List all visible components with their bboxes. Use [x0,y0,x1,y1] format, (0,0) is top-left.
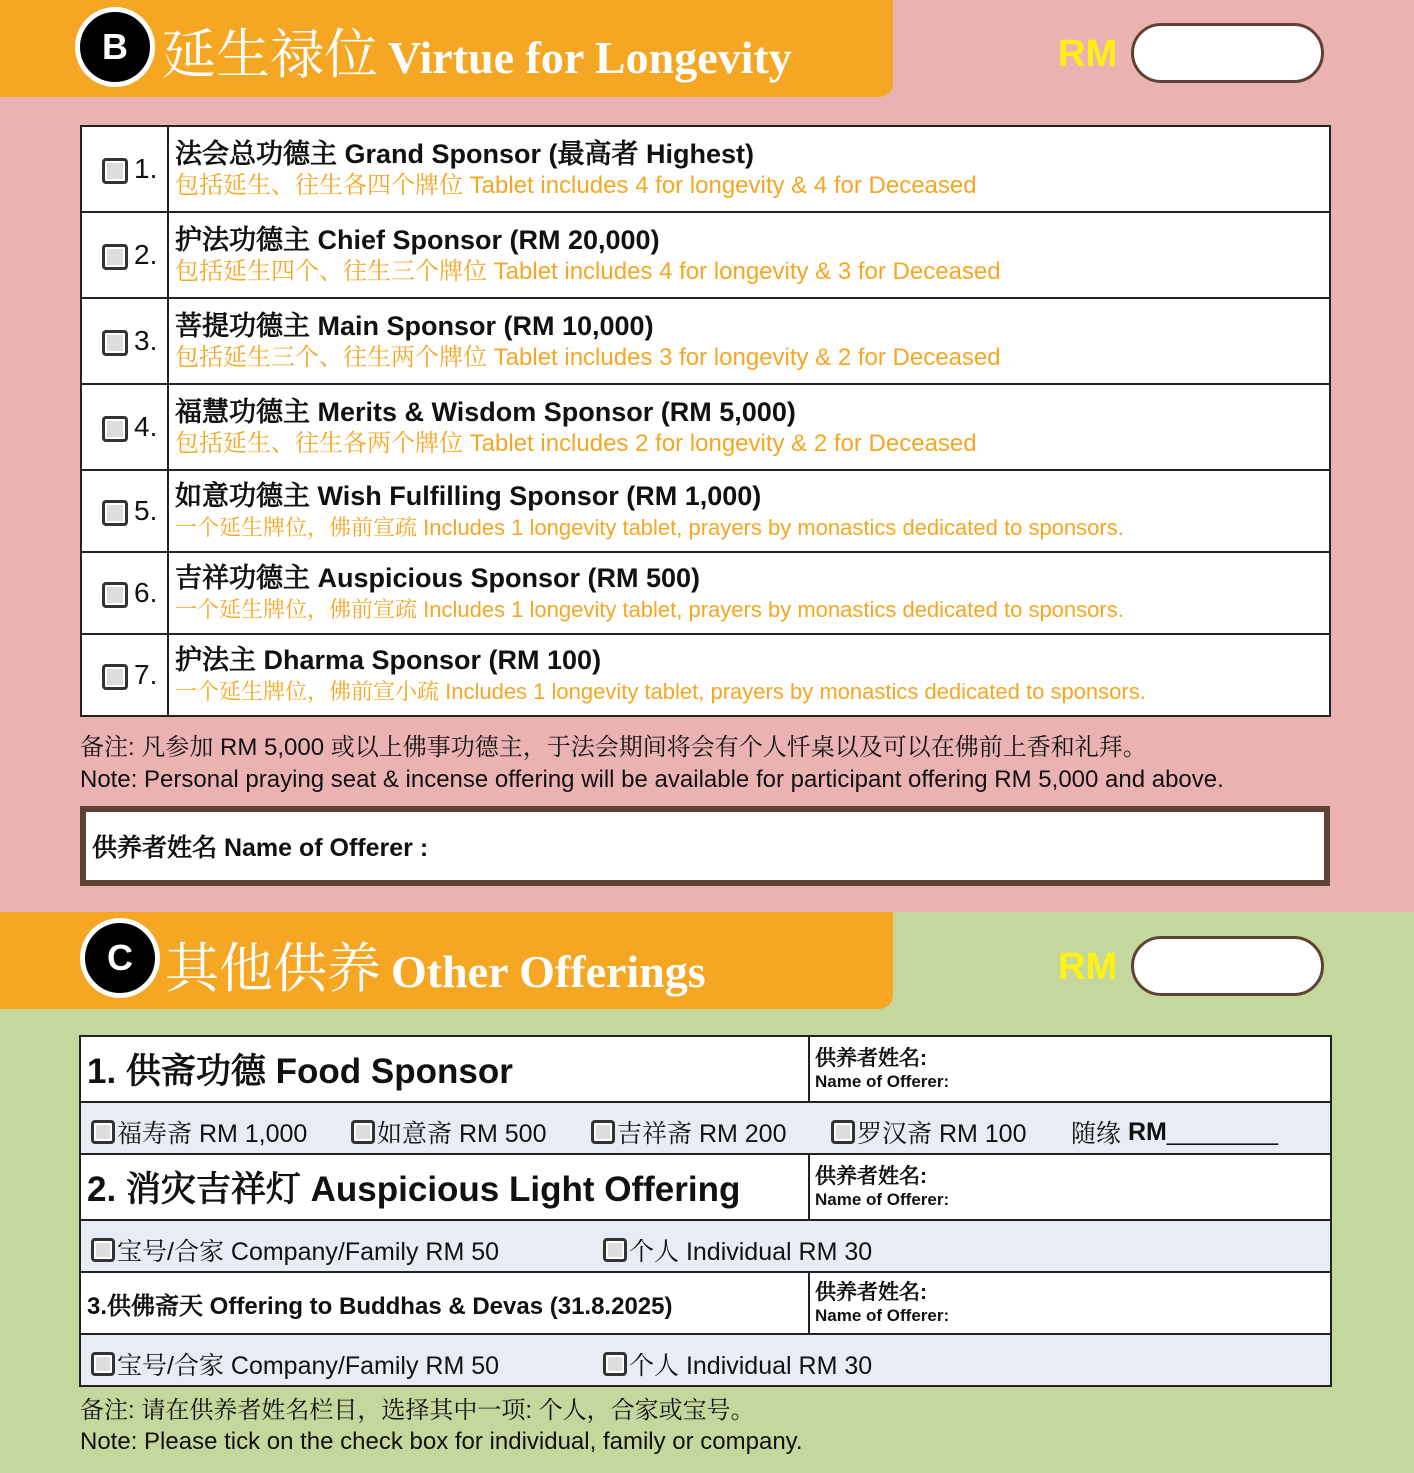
sponsor-number: 3. [134,325,158,356]
light-offering-title: 2. 消灾吉祥灯 Auspicious Light Offering [87,1170,741,1209]
offerer-label-en: Name of Offerer: [815,1306,950,1325]
sponsor-title: 福慧功德主 Merits & Wisdom Sponsor (RM 5,000) [175,396,796,427]
sponsor-number: 1. [134,153,158,184]
food-option-label: 如意斋 RM 500 [377,1120,547,1148]
light-offering-row [80,1154,1331,1220]
sponsor-option-row [81,470,1330,552]
devas-options-row [80,1334,1331,1386]
section-b-note-cn: 备注: 凡参加 RM 5,000 或以上佛事功德主，于法会期间将会有个人忏桌以及可以在佛前上香和礼拜。 [80,734,1147,761]
section-c-note-en: Note: Please tick on the check box for individual, family or company. [80,1428,803,1455]
section-b-note-en: Note: Personal praying seat & incense offering will be available for participant offering RM 5,000 and above. [80,766,1224,793]
sponsor-number: 4. [134,411,158,442]
section-c-title-cn: 其他供养 [165,937,381,1000]
offerer-label-en: Name of Offerer: [815,1072,950,1091]
sponsor-description: 包括延生三个、往生两个牌位 Tablet includes 3 for longevity & 2 for Deceased [175,343,1001,371]
sponsor-checkbox-1[interactable] [102,158,128,184]
sponsor-description: 包括延生四个、往生三个牌位 Tablet includes 4 for longevity & 3 for Deceased [175,257,1001,285]
section-b-rm-label: RM [1058,33,1118,75]
sponsor-checkbox-4[interactable] [102,416,128,442]
sponsor-title: 如意功德主 Wish Fulfilling Sponsor (RM 1,000) [175,480,762,511]
sponsor-checkbox-7[interactable] [102,664,128,690]
light-options-row [80,1220,1331,1272]
sponsor-description: 包括延生、往生各四个牌位 Tablet includes 4 for longevity & 4 for Deceased [175,171,977,199]
devas-offerer-name-field[interactable] [809,1272,1331,1334]
food-option-label: 吉祥斋 RM 200 [617,1120,787,1148]
food-sponsor-row [80,1036,1331,1102]
sponsor-checkbox-2[interactable] [102,244,128,270]
food-option-label: 罗汉斋 RM 100 [857,1120,1027,1148]
section-c-title [165,926,706,1003]
sponsor-option-row [81,552,1330,634]
section-b-rm-amount-field[interactable] [1131,23,1324,83]
food-option-label: 福寿斋 RM 1,000 [117,1120,308,1148]
light-individual-label: 个人 Individual RM 30 [629,1238,873,1266]
sponsor-option-row [81,212,1330,298]
sponsor-number: 5. [134,495,158,526]
sponsor-option-row [81,126,1330,212]
sponsor-title: 菩提功德主 Main Sponsor (RM 10,000) [175,310,654,341]
sponsor-title: 护法主 Dharma Sponsor (RM 100) [175,644,602,675]
food-option-checkbox[interactable] [351,1120,375,1144]
sponsor-option-row [81,634,1330,716]
section-b-banner [0,0,893,97]
section-c-rm-label: RM [1058,946,1118,988]
light-individual-checkbox[interactable] [603,1238,627,1262]
offerer-name-label: 供养者姓名 Name of Offerer : [92,834,429,862]
light-family-checkbox[interactable] [91,1238,115,1262]
section-b-badge: B [75,7,155,87]
section-b-title-en: Virtue for Longevity [388,32,792,83]
free-will-rm: RM [1127,1117,1167,1146]
sponsor-description: 一个延生牌位，佛前宣小疏 Includes 1 longevity tablet, prayers by monastics dedicated to sponsors. [175,678,1146,704]
offerer-name-field[interactable] [80,806,1330,886]
sponsor-number: 7. [134,659,158,690]
sponsor-title: 护法功德主 Chief Sponsor (RM 20,000) [175,224,660,255]
food-sponsor-title: 1. 供斋功德 Food Sponsor [87,1052,513,1091]
free-will-amount-blank[interactable]: ________ [1166,1117,1279,1146]
devas-individual-label: 个人 Individual RM 30 [629,1352,873,1380]
sponsor-title: 法会总功德主 Grand Sponsor (最高者 Highest) [175,138,755,169]
free-will-label: 随缘 [1071,1120,1122,1148]
food-offerer-name-field[interactable] [809,1036,1331,1102]
sponsor-description: 一个延生牌位，佛前宣疏 Includes 1 longevity tablet, prayers by monastics dedicated to sponsors. [175,514,1124,540]
offerer-label-cn: 供养者姓名: [815,1281,927,1304]
light-family-label: 宝号/合家 Company/Family RM 50 [117,1238,500,1266]
devas-offering-title: 3.供佛斋天 Offering to Buddhas & Devas (31.8.2025) [87,1292,673,1320]
food-option-checkbox[interactable] [831,1120,855,1144]
food-option-checkbox[interactable] [91,1120,115,1144]
section-other-offerings [0,912,1414,1473]
sponsor-checkbox-6[interactable] [102,582,128,608]
offerer-label-en: Name of Offerer: [815,1190,950,1209]
sponsor-options-table [80,125,1331,717]
offerer-label-cn: 供养者姓名: [815,1165,927,1188]
sponsor-option-row [81,384,1330,470]
section-c-rm-amount-field[interactable] [1131,936,1324,996]
section-b-title-cn: 延生禄位 [162,23,378,86]
devas-offering-row [80,1272,1331,1334]
sponsor-number: 6. [134,577,158,608]
sponsor-option-row [81,298,1330,384]
sponsor-checkbox-5[interactable] [102,500,128,526]
other-offerings-table [79,1035,1332,1387]
devas-individual-checkbox[interactable] [603,1352,627,1376]
sponsor-checkbox-3[interactable] [102,330,128,356]
sponsor-title: 吉祥功德主 Auspicious Sponsor (RM 500) [175,562,701,593]
section-c-banner [0,912,893,1009]
food-option-checkbox[interactable] [591,1120,615,1144]
sponsor-description: 一个延生牌位，佛前宣疏 Includes 1 longevity tablet, prayers by monastics dedicated to sponsors. [175,596,1124,622]
sponsor-number: 2. [134,239,158,270]
food-options-row [80,1102,1331,1154]
sponsor-description: 包括延生、往生各两个牌位 Tablet includes 2 for longevity & 2 for Deceased [175,429,977,457]
devas-family-checkbox[interactable] [91,1352,115,1376]
section-c-title-en: Other Offerings [391,946,706,997]
section-b-title [162,12,792,89]
section-c-note-cn: 备注: 请在供养者姓名栏目，选择其中一项: 个人，合家或宝号。 [80,1397,755,1424]
light-offerer-name-field[interactable] [809,1154,1331,1220]
section-c-badge: C [80,918,160,998]
offerer-label-cn: 供养者姓名: [815,1047,927,1070]
devas-family-label: 宝号/合家 Company/Family RM 50 [117,1352,500,1380]
